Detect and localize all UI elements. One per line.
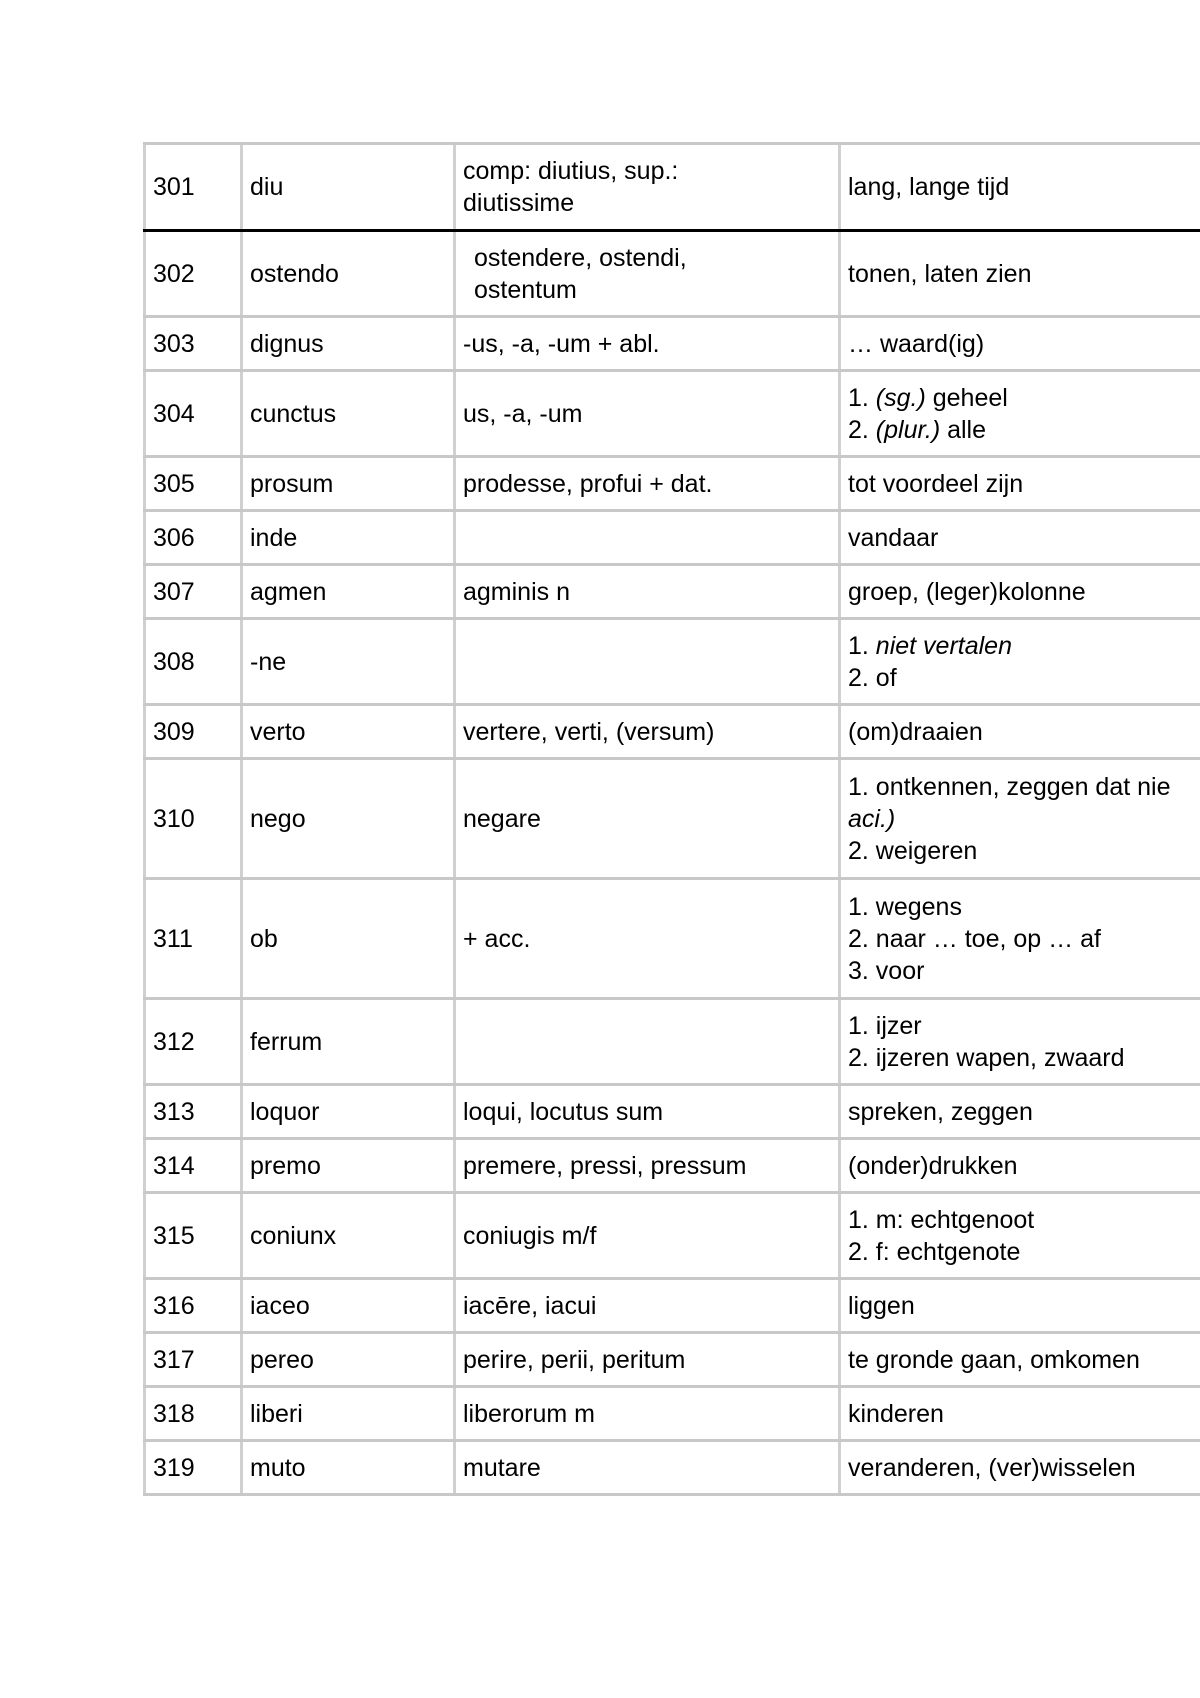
- forms-cell: [455, 457, 840, 511]
- entry-number-cell: 314: [145, 1139, 242, 1193]
- entry-number-cell: 313: [145, 1085, 242, 1139]
- meaning-line: [848, 891, 1200, 923]
- meaning-text: tonen, laten zien: [848, 259, 1032, 288]
- forms-text: [463, 468, 831, 500]
- forms-text: [463, 398, 831, 430]
- forms-cell: [455, 511, 840, 565]
- meaning-line: [848, 1096, 1200, 1128]
- table-row: [145, 371, 1200, 457]
- forms-cell: [455, 1193, 840, 1279]
- headword-cell: iaceo: [242, 1279, 455, 1333]
- headword-cell: coniunx: [242, 1193, 455, 1279]
- forms-cell: [455, 144, 840, 231]
- headword-cell: pereo: [242, 1333, 455, 1387]
- table-row: [145, 231, 1200, 317]
- meaning-cell: [840, 457, 1200, 511]
- meaning-text: te gronde gaan, omkomen: [848, 1345, 1140, 1374]
- meaning-line: [848, 576, 1200, 608]
- forms-cell: [455, 1441, 840, 1495]
- meaning-cell: [840, 565, 1200, 619]
- meaning-text: 1. m: echtgenoot: [848, 1205, 1035, 1234]
- forms-line: coniugis m/f: [463, 1221, 597, 1250]
- headword-cell: verto: [242, 705, 455, 759]
- vocabulary-table: [143, 142, 1200, 1496]
- meaning-text: 2. f: echtgenote: [848, 1237, 1021, 1266]
- meaning-line: [848, 382, 1200, 414]
- meaning-line: [848, 1344, 1200, 1376]
- entry-number-cell: 307: [145, 565, 242, 619]
- table-row: [145, 879, 1200, 999]
- headword-cell: ferrum: [242, 999, 455, 1085]
- meaning-line: [848, 171, 1200, 203]
- forms-text: [463, 716, 831, 748]
- forms-line: diutissime: [463, 189, 575, 217]
- forms-text: [463, 803, 831, 835]
- meaning-line: [848, 835, 1200, 867]
- meaning-line: [848, 522, 1200, 554]
- forms-cell: [455, 371, 840, 457]
- meaning-text: 3. voor: [848, 956, 925, 985]
- entry-number-cell: 310: [145, 759, 242, 879]
- headword-cell: liberi: [242, 1387, 455, 1441]
- headword-cell: premo: [242, 1139, 455, 1193]
- meaning-text: geheel: [925, 383, 1008, 412]
- entry-number-cell: 301: [145, 144, 242, 231]
- meaning-line: [848, 955, 1200, 987]
- forms-text: [463, 1096, 831, 1128]
- meaning-cell: [840, 231, 1200, 317]
- forms-cell: [455, 1279, 840, 1333]
- headword-cell: inde: [242, 511, 455, 565]
- meaning-text: 2. weigeren: [848, 836, 978, 865]
- forms-line: us, -a, -um: [463, 399, 583, 428]
- meaning-cell: [840, 1279, 1200, 1333]
- meaning-cell: [840, 1387, 1200, 1441]
- headword-cell: dignus: [242, 317, 455, 371]
- forms-text: [463, 923, 831, 955]
- meaning-line: [848, 803, 1200, 835]
- meaning-cell: [840, 1193, 1200, 1279]
- headword-cell: nego: [242, 759, 455, 879]
- meaning-text: 1.: [848, 383, 876, 412]
- meaning-cell: [840, 705, 1200, 759]
- meaning-text: 2. naar … toe, op … af: [848, 924, 1101, 953]
- table-row: [145, 457, 1200, 511]
- forms-text: [463, 1290, 831, 1322]
- forms-text: [463, 1452, 831, 1484]
- meaning-text: veranderen, (ver)wisselen: [848, 1453, 1136, 1482]
- forms-cell: [455, 619, 840, 705]
- entry-number-cell: 303: [145, 317, 242, 371]
- table-row: [145, 759, 1200, 879]
- forms-line: liberorum m: [463, 1399, 595, 1428]
- forms-line: + acc.: [463, 924, 531, 953]
- forms-cell: [455, 1139, 840, 1193]
- entry-number-cell: 311: [145, 879, 242, 999]
- entry-number-cell: 309: [145, 705, 242, 759]
- meaning-text: 1.: [848, 631, 876, 660]
- meaning-line: [848, 1398, 1200, 1430]
- meaning-line: [848, 1150, 1200, 1182]
- table-row: [145, 144, 1200, 231]
- meaning-line: [848, 1236, 1200, 1268]
- entry-number-cell: 316: [145, 1279, 242, 1333]
- forms-cell: [455, 231, 840, 317]
- meaning-text: 1. ijzer: [848, 1011, 922, 1040]
- forms-text: [463, 242, 687, 306]
- entry-number-cell: 315: [145, 1193, 242, 1279]
- meaning-text: spreken, zeggen: [848, 1097, 1033, 1126]
- meaning-text: groep, (leger)kolonne: [848, 577, 1086, 606]
- entry-number-cell: 306: [145, 511, 242, 565]
- forms-line: perire, perii, peritum: [463, 1345, 686, 1374]
- meaning-italic-text: aci.): [848, 804, 896, 833]
- meaning-text: (om)draaien: [848, 717, 983, 746]
- meaning-line: [848, 414, 1200, 446]
- forms-line: agminis n: [463, 577, 570, 606]
- entry-number-cell: 318: [145, 1387, 242, 1441]
- meaning-cell: [840, 317, 1200, 371]
- meaning-text: 2.: [848, 415, 876, 444]
- meaning-cell: [840, 144, 1200, 231]
- meaning-line: [848, 630, 1200, 662]
- meaning-cell: [840, 879, 1200, 999]
- forms-line: -us, -a, -um + abl.: [463, 329, 660, 358]
- forms-text: [463, 1220, 831, 1252]
- meaning-line: [848, 1452, 1200, 1484]
- forms-cell: [455, 759, 840, 879]
- headword-cell: cunctus: [242, 371, 455, 457]
- table-row: [145, 1085, 1200, 1139]
- meaning-cell: [840, 759, 1200, 879]
- forms-line: mutare: [463, 1453, 541, 1482]
- forms-text: [463, 155, 831, 219]
- table-row: [145, 619, 1200, 705]
- meaning-text: 2. ijzeren wapen, zwaard: [848, 1043, 1125, 1072]
- meaning-line: [848, 328, 1200, 360]
- meaning-cell: [840, 1441, 1200, 1495]
- meaning-cell: [840, 371, 1200, 457]
- forms-line: vertere, verti, (versum): [463, 717, 715, 746]
- forms-line: ostentum: [474, 275, 577, 304]
- forms-cell: [455, 879, 840, 999]
- meaning-line: [848, 1010, 1200, 1042]
- entry-number-cell: 319: [145, 1441, 242, 1495]
- meaning-italic-text: (plur.): [875, 415, 941, 444]
- meaning-italic-text: (sg.): [875, 383, 926, 412]
- forms-text: [463, 1398, 831, 1430]
- headword-cell: ostendo: [242, 231, 455, 317]
- meaning-line: [848, 662, 1200, 694]
- entry-number-cell: 305: [145, 457, 242, 511]
- meaning-cell: [840, 1085, 1200, 1139]
- meaning-line: [848, 716, 1200, 748]
- forms-line: premere, pressi, pressum: [463, 1151, 747, 1180]
- meaning-cell: [840, 999, 1200, 1085]
- forms-line: iacēre, iacui: [463, 1291, 597, 1320]
- table-row: [145, 1387, 1200, 1441]
- headword-cell: -ne: [242, 619, 455, 705]
- forms-line: loqui, locutus sum: [463, 1097, 664, 1126]
- entry-number-cell: 302: [145, 231, 242, 317]
- headword-cell: muto: [242, 1441, 455, 1495]
- meaning-text: vandaar: [848, 523, 939, 552]
- meaning-text: liggen: [848, 1291, 915, 1320]
- forms-text: [463, 328, 831, 360]
- meaning-line: [848, 258, 1200, 290]
- meaning-text: tot voordeel zijn: [848, 469, 1024, 498]
- forms-line: comp: diutius, sup.:: [463, 157, 679, 185]
- meaning-text: 2. of: [848, 663, 897, 692]
- forms-cell: [455, 999, 840, 1085]
- forms-cell: [455, 705, 840, 759]
- table-row: [145, 511, 1200, 565]
- meaning-cell: [840, 511, 1200, 565]
- meaning-line: [848, 771, 1200, 803]
- table-row: [145, 1139, 1200, 1193]
- table-row: [145, 705, 1200, 759]
- meaning-text: alle: [940, 415, 987, 444]
- forms-text: [463, 1344, 831, 1376]
- forms-line: ostendere, ostendi,: [474, 243, 687, 272]
- meaning-cell: [840, 1139, 1200, 1193]
- meaning-line: [848, 1290, 1200, 1322]
- meaning-cell: [840, 1333, 1200, 1387]
- headword-cell: loquor: [242, 1085, 455, 1139]
- table-row: [145, 1441, 1200, 1495]
- table-row: [145, 317, 1200, 371]
- meaning-line: [848, 468, 1200, 500]
- entry-number-cell: 312: [145, 999, 242, 1085]
- meaning-text: lang, lange tijd: [848, 173, 1010, 201]
- forms-cell: [455, 1333, 840, 1387]
- headword-cell: prosum: [242, 457, 455, 511]
- forms-cell: [455, 317, 840, 371]
- table-row: [145, 1193, 1200, 1279]
- meaning-italic-text: niet vertalen: [875, 631, 1012, 660]
- table-row: [145, 1279, 1200, 1333]
- vocabulary-table-body: [145, 144, 1200, 1495]
- meaning-text: … waard(ig): [848, 329, 985, 358]
- forms-cell: [455, 565, 840, 619]
- entry-number-cell: 317: [145, 1333, 242, 1387]
- meaning-cell: [840, 619, 1200, 705]
- meaning-text: (onder)drukken: [848, 1151, 1018, 1180]
- forms-line: negare: [463, 804, 541, 833]
- table-row: [145, 999, 1200, 1085]
- entry-number-cell: 308: [145, 619, 242, 705]
- meaning-text: 1. wegens: [848, 892, 962, 921]
- forms-text: [463, 1150, 831, 1182]
- meaning-text: 1. ontkennen, zeggen dat nie: [848, 772, 1171, 801]
- entry-number-cell: 304: [145, 371, 242, 457]
- forms-text: [463, 576, 831, 608]
- meaning-text: kinderen: [848, 1399, 944, 1428]
- table-row: [145, 565, 1200, 619]
- meaning-line: [848, 923, 1200, 955]
- forms-cell: [455, 1387, 840, 1441]
- headword-cell: diu: [242, 144, 455, 231]
- headword-cell: ob: [242, 879, 455, 999]
- table-row: [145, 1333, 1200, 1387]
- forms-line: prodesse, profui + dat.: [463, 469, 713, 498]
- meaning-line: [848, 1042, 1200, 1074]
- forms-cell: [455, 1085, 840, 1139]
- headword-cell: agmen: [242, 565, 455, 619]
- meaning-line: [848, 1204, 1200, 1236]
